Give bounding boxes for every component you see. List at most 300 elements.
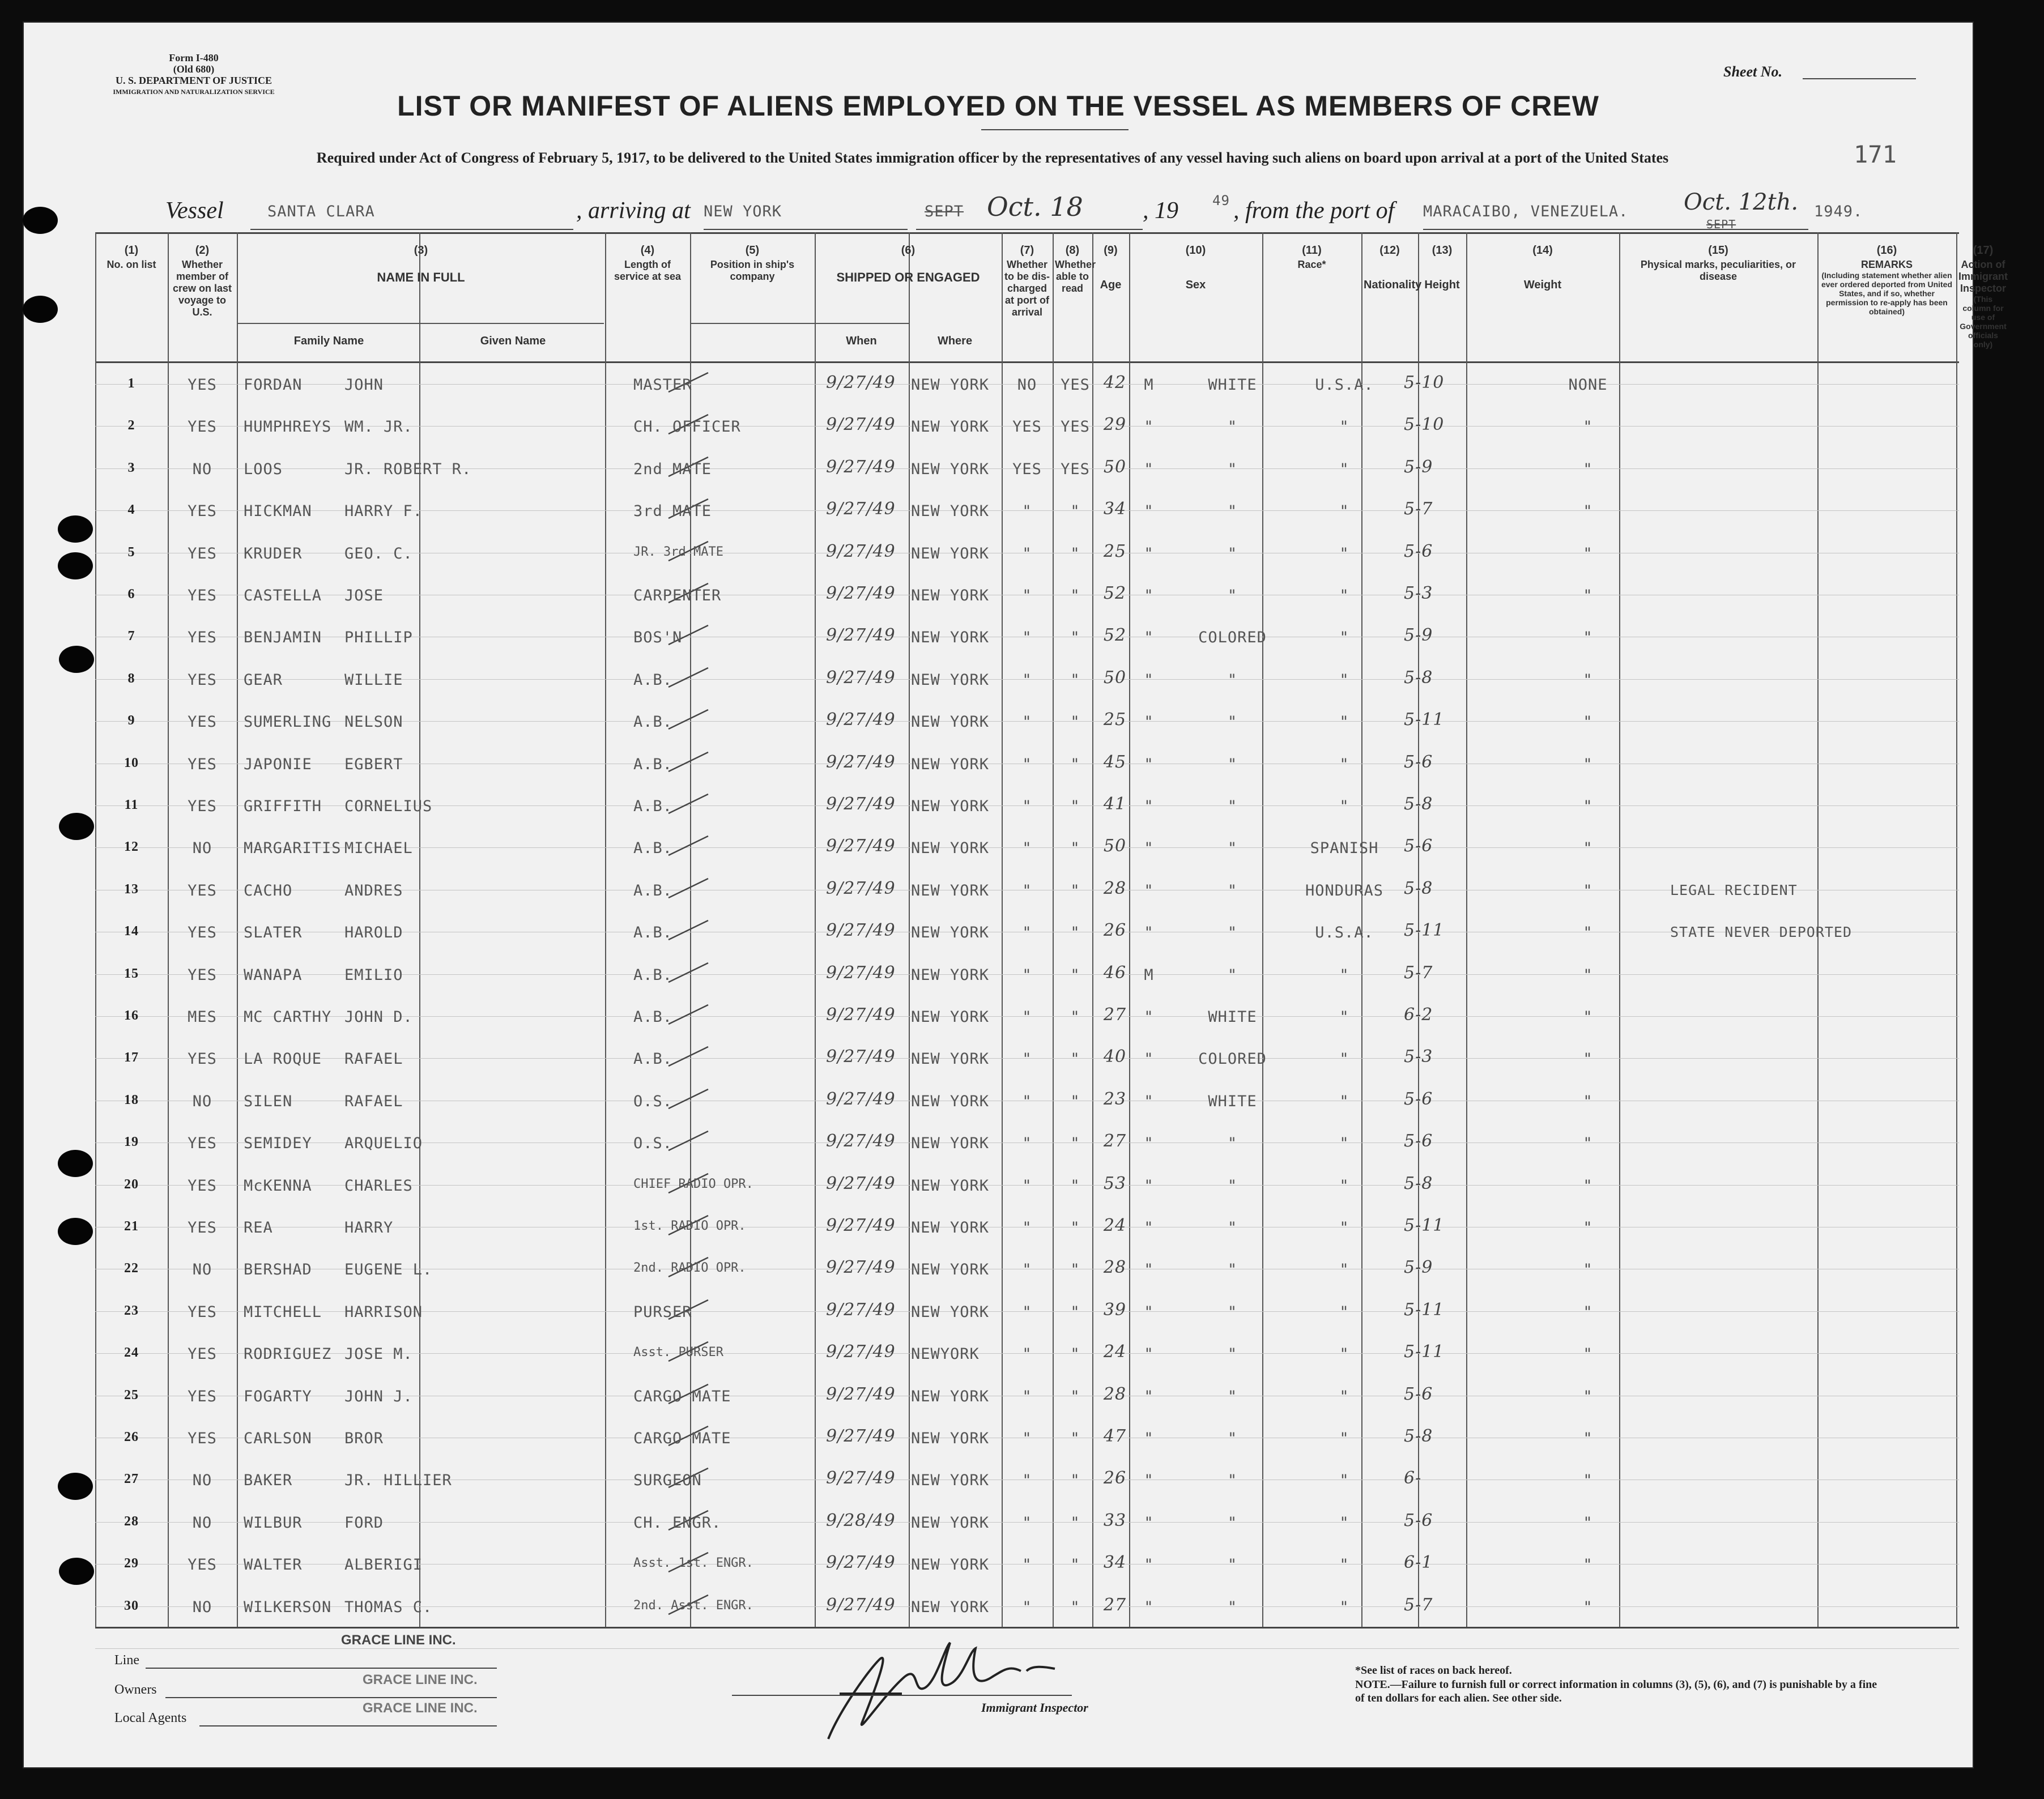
cell-marks: " bbox=[1583, 1050, 1593, 1068]
column-label: Weight bbox=[1523, 279, 1562, 291]
cell-when: 9/27/49 bbox=[826, 1005, 896, 1025]
cell-no: 22 bbox=[124, 1261, 139, 1276]
arriving-port: NEW YORK bbox=[704, 203, 782, 220]
cell-marks: " bbox=[1583, 1430, 1593, 1447]
local-agents-stamp: GRACE LINE INC. bbox=[363, 1700, 478, 1716]
cell-marks: " bbox=[1583, 1261, 1593, 1279]
cell-nationality: " bbox=[1339, 798, 1349, 815]
cell-no: 8 bbox=[127, 671, 135, 686]
column-number: (14) bbox=[1532, 244, 1553, 257]
cell-discharged: " bbox=[1022, 502, 1032, 521]
cell-age: 34 bbox=[1103, 499, 1127, 519]
cell-sex: " bbox=[1144, 1430, 1154, 1447]
column-number: (2) bbox=[195, 244, 210, 257]
races-note: *See list of races on back hereof. bbox=[1355, 1664, 1512, 1677]
column-header-16 bbox=[1820, 245, 1954, 316]
cell-when: 9/27/49 bbox=[826, 878, 896, 898]
crew-manifest-table bbox=[95, 232, 2008, 1627]
column-label: Whether member of crew on last voyage to U.S. bbox=[172, 259, 232, 318]
cell-discharged: YES bbox=[1012, 460, 1042, 478]
cell-when: 9/27/49 bbox=[826, 1342, 896, 1362]
cell-given: HARRY F. bbox=[344, 502, 423, 521]
cell-age: 52 bbox=[1103, 583, 1127, 603]
cell-nationality: " bbox=[1339, 1261, 1349, 1279]
cell-no: 4 bbox=[127, 502, 135, 518]
cell-read: " bbox=[1070, 881, 1080, 900]
cell-height: 5-11 bbox=[1404, 1342, 1445, 1362]
cell-discharged: " bbox=[1022, 671, 1032, 689]
form-old-number: (Old 680) bbox=[173, 63, 215, 75]
cell-marks: " bbox=[1583, 966, 1593, 984]
cell-position: CARGO MATE bbox=[633, 1430, 731, 1447]
cell-age: 53 bbox=[1103, 1173, 1127, 1193]
cell-prev: NO bbox=[192, 1261, 212, 1279]
cell-race: " bbox=[1227, 713, 1238, 731]
cell-sex: " bbox=[1144, 1176, 1154, 1195]
cell-no: 23 bbox=[124, 1303, 139, 1318]
cell-height: 5-9 bbox=[1404, 625, 1433, 646]
cell-height: 5-9 bbox=[1404, 457, 1433, 477]
cell-when: 9/27/49 bbox=[826, 1468, 896, 1489]
table-row bbox=[95, 1082, 1959, 1124]
column-number: (9) bbox=[1104, 244, 1118, 257]
cell-age: 23 bbox=[1103, 1089, 1127, 1109]
cell-family: HICKMAN bbox=[244, 502, 312, 521]
column-note: (Including statement whether alien ever ordered deported from United States, and if so, whether permission to re-apply has been obtained) bbox=[1821, 271, 1953, 316]
cell-race: " bbox=[1227, 1176, 1238, 1195]
cell-where: NEW YORK bbox=[911, 502, 990, 521]
column-label: REMARKS bbox=[1860, 259, 1913, 270]
cell-given: NELSON bbox=[344, 713, 403, 731]
cell-discharged: " bbox=[1022, 629, 1032, 647]
cell-given: PHILLIP bbox=[344, 629, 413, 647]
cell-read: " bbox=[1070, 629, 1080, 647]
cell-position: A.B. bbox=[633, 671, 673, 689]
header-bottom-border bbox=[95, 361, 1959, 363]
cell-nationality: " bbox=[1339, 1303, 1349, 1321]
column-number: (17) bbox=[1973, 244, 1994, 257]
cell-race: " bbox=[1227, 966, 1238, 984]
cell-discharged: " bbox=[1022, 798, 1032, 815]
subheader-rule bbox=[237, 323, 419, 324]
cell-no: 9 bbox=[127, 713, 135, 728]
cell-nationality: " bbox=[1339, 502, 1349, 521]
cell-height: 5-10 bbox=[1404, 373, 1445, 393]
cell-read: " bbox=[1070, 966, 1080, 984]
cell-family: RODRIGUEZ bbox=[244, 1345, 332, 1363]
column-label: No. on list bbox=[107, 259, 156, 270]
cell-given: HAROLD bbox=[344, 924, 403, 942]
cell-age: 52 bbox=[1103, 625, 1127, 646]
cell-where: NEW YORK bbox=[911, 1261, 990, 1279]
punch-hole bbox=[58, 515, 93, 543]
cell-family: WILKERSON bbox=[244, 1598, 332, 1616]
cell-where: NEW YORK bbox=[911, 1008, 990, 1026]
cell-given: EGBERT bbox=[344, 755, 403, 773]
from-port-label: , from the port of bbox=[1233, 198, 1395, 224]
cell-prev: YES bbox=[188, 755, 217, 773]
cell-race: " bbox=[1227, 544, 1238, 562]
cell-given: FORD bbox=[344, 1514, 384, 1532]
cell-position: 2nd. Asst. ENGR. bbox=[633, 1598, 753, 1613]
column-subheader: Given Name bbox=[480, 335, 546, 347]
column-label: Whether able to read bbox=[1055, 259, 1096, 294]
cell-prev: YES bbox=[188, 966, 217, 984]
cell-prev: YES bbox=[188, 418, 217, 436]
cell-read: " bbox=[1070, 798, 1080, 815]
table-row bbox=[95, 1461, 1959, 1503]
cell-read: " bbox=[1070, 1261, 1080, 1279]
cell-family: SEMIDEY bbox=[244, 1135, 312, 1153]
cell-no: 16 bbox=[124, 1008, 139, 1023]
cell-marks: " bbox=[1583, 1008, 1593, 1026]
from-port: MARACAIBO, VENEZUELA. bbox=[1423, 203, 1629, 220]
cell-nationality: " bbox=[1339, 1514, 1349, 1532]
cell-family: KRUDER bbox=[244, 544, 303, 562]
cell-where: NEW YORK bbox=[911, 798, 990, 815]
table-row bbox=[95, 1419, 1959, 1461]
cell-no: 15 bbox=[124, 966, 139, 981]
cell-when: 9/27/49 bbox=[826, 920, 896, 941]
cell-sex: " bbox=[1144, 629, 1154, 647]
cell-no: 26 bbox=[124, 1430, 139, 1444]
cell-sex: " bbox=[1144, 1345, 1154, 1363]
cell-discharged: " bbox=[1022, 1556, 1032, 1574]
cell-family: WALTER bbox=[244, 1556, 303, 1574]
cell-discharged: " bbox=[1022, 1219, 1032, 1237]
cell-position: A.B. bbox=[633, 1008, 673, 1026]
cell-read: " bbox=[1070, 671, 1080, 689]
cell-discharged: " bbox=[1022, 881, 1032, 900]
table-row bbox=[95, 1335, 1959, 1377]
cell-nationality: " bbox=[1339, 418, 1349, 436]
cell-given: JOSE bbox=[344, 587, 384, 604]
cell-when: 9/27/49 bbox=[826, 1426, 896, 1446]
cell-given: JR. ROBERT R. bbox=[344, 460, 472, 478]
arriving-label: , arriving at bbox=[576, 198, 691, 224]
cell-race: " bbox=[1227, 1430, 1238, 1447]
cell-age: 24 bbox=[1103, 1216, 1127, 1235]
cell-no: 24 bbox=[124, 1345, 139, 1361]
cell-nationality: " bbox=[1339, 1430, 1349, 1447]
cell-where: NEW YORK bbox=[911, 1219, 990, 1237]
cell-where: NEW YORK bbox=[911, 755, 990, 773]
cell-family: LOOS bbox=[244, 460, 283, 478]
cell-family: MARGARITIS bbox=[244, 839, 342, 858]
column-label: SHIPPED OR ENGAGED bbox=[836, 270, 980, 284]
cell-discharged: " bbox=[1022, 1345, 1032, 1363]
cell-age: 41 bbox=[1103, 794, 1127, 814]
cell-race: " bbox=[1227, 587, 1238, 604]
table-row bbox=[95, 1293, 1959, 1335]
cell-no: 6 bbox=[127, 587, 135, 602]
owners-label: Owners bbox=[114, 1682, 157, 1697]
cell-marks: " bbox=[1583, 1556, 1593, 1574]
cell-read: " bbox=[1070, 502, 1080, 521]
cell-prev: YES bbox=[188, 376, 217, 394]
cell-position: CARPENTER bbox=[633, 587, 722, 604]
cell-height: 5-8 bbox=[1404, 794, 1433, 814]
column-note: (This column for use of Government officials only) bbox=[1960, 295, 2007, 349]
cell-discharged: " bbox=[1022, 924, 1032, 942]
cell-where: NEW YORK bbox=[911, 629, 990, 647]
arrival-year: 49 bbox=[1212, 193, 1230, 208]
column-number: (7) bbox=[1020, 244, 1034, 257]
line-underline bbox=[146, 1668, 497, 1669]
cell-sex: " bbox=[1144, 713, 1154, 731]
table-row bbox=[95, 1167, 1959, 1209]
cell-height: 5-3 bbox=[1404, 583, 1433, 603]
cell-where: NEW YORK bbox=[911, 671, 990, 689]
cell-height: 5-7 bbox=[1404, 1595, 1433, 1615]
cell-marks: " bbox=[1583, 1135, 1593, 1153]
cell-age: 40 bbox=[1103, 1047, 1127, 1067]
departure-date: Oct. 12th. bbox=[1684, 189, 1799, 215]
column-header-15 bbox=[1621, 245, 1815, 283]
cell-age: 50 bbox=[1103, 457, 1127, 477]
cell-where: NEW YORK bbox=[911, 1472, 990, 1490]
cell-no: 17 bbox=[124, 1050, 139, 1065]
cell-age: 25 bbox=[1103, 710, 1127, 730]
cell-sex: " bbox=[1144, 1261, 1154, 1279]
cell-discharged: " bbox=[1022, 1261, 1032, 1279]
cell-sex: " bbox=[1144, 1092, 1154, 1110]
cell-sex: " bbox=[1144, 798, 1154, 815]
table-row bbox=[95, 1124, 1959, 1166]
punch-hole bbox=[58, 1218, 93, 1245]
cell-height: 6-2 bbox=[1404, 1005, 1433, 1025]
cell-when: 9/27/49 bbox=[826, 710, 896, 730]
cell-family: GRIFFITH bbox=[244, 798, 322, 815]
cell-height: 6-1 bbox=[1404, 1553, 1433, 1573]
cell-no: 7 bbox=[127, 629, 135, 644]
cell-marks: " bbox=[1583, 587, 1593, 604]
cell-prev: YES bbox=[188, 1050, 217, 1068]
owners-underline bbox=[165, 1697, 497, 1698]
cell-read: " bbox=[1070, 1387, 1080, 1405]
table-row bbox=[95, 619, 1959, 660]
cell-prev: NO bbox=[192, 1598, 212, 1616]
column-number: (12) bbox=[1379, 244, 1400, 257]
cell-remarks: LEGAL RECIDENT bbox=[1670, 881, 1798, 898]
cell-sex: " bbox=[1144, 587, 1154, 604]
cell-position: A.B. bbox=[633, 1050, 673, 1068]
cell-age: 39 bbox=[1103, 1299, 1127, 1320]
column-number: (15) bbox=[1708, 244, 1728, 257]
cell-nationality: HONDURAS bbox=[1305, 881, 1384, 900]
cell-when: 9/27/49 bbox=[826, 1047, 896, 1067]
cell-marks: " bbox=[1583, 755, 1593, 773]
cell-given: GEO. C. bbox=[344, 544, 413, 562]
cell-family: GEAR bbox=[244, 671, 283, 689]
year-label: , 19 bbox=[1143, 198, 1178, 224]
cell-marks: " bbox=[1583, 671, 1593, 689]
cell-sex: M bbox=[1144, 966, 1154, 984]
cell-given: HARRY bbox=[344, 1219, 394, 1237]
cell-prev: YES bbox=[188, 881, 217, 900]
cell-marks: " bbox=[1583, 460, 1593, 478]
cell-height: 5-6 bbox=[1404, 541, 1433, 561]
cell-prev: YES bbox=[188, 1387, 217, 1405]
cell-discharged: " bbox=[1022, 713, 1032, 731]
cell-family: HUMPHREYS bbox=[244, 418, 332, 436]
column-label: Sex bbox=[1185, 279, 1206, 291]
cell-when: 9/27/49 bbox=[826, 541, 896, 561]
column-number: (5) bbox=[745, 244, 760, 257]
punch-hole bbox=[58, 552, 93, 579]
cell-discharged: " bbox=[1022, 1050, 1032, 1068]
cell-no: 20 bbox=[124, 1176, 139, 1192]
cell-given: JOHN bbox=[344, 376, 384, 394]
cell-height: 5-6 bbox=[1404, 1089, 1433, 1109]
departure-year: 1949. bbox=[1814, 203, 1863, 220]
cell-no: 5 bbox=[127, 544, 135, 560]
cell-discharged: " bbox=[1022, 1008, 1032, 1026]
cell-no: 18 bbox=[124, 1092, 139, 1107]
cell-no: 28 bbox=[124, 1514, 139, 1529]
cell-race: " bbox=[1227, 924, 1238, 942]
column-header-1 bbox=[97, 245, 165, 271]
cell-position: CH. OFFICER bbox=[633, 418, 741, 436]
cell-given: EMILIO bbox=[344, 966, 403, 984]
cell-discharged: " bbox=[1022, 1176, 1032, 1195]
cell-age: 34 bbox=[1103, 1553, 1127, 1573]
cell-age: 28 bbox=[1103, 878, 1127, 898]
cell-marks: " bbox=[1583, 418, 1593, 436]
cell-family: JAPONIE bbox=[244, 755, 312, 773]
column-number: (4) bbox=[640, 244, 655, 257]
cell-race: WHITE bbox=[1208, 376, 1257, 394]
cell-where: NEW YORK bbox=[911, 1135, 990, 1153]
cell-prev: YES bbox=[188, 1135, 217, 1153]
punch-hole bbox=[59, 646, 94, 673]
cell-given: EUGENE L. bbox=[344, 1261, 433, 1279]
cell-when: 9/27/49 bbox=[826, 499, 896, 519]
cell-no: 3 bbox=[127, 460, 135, 475]
cell-no: 1 bbox=[127, 376, 135, 391]
cell-nationality: " bbox=[1339, 1387, 1349, 1405]
table-top-border bbox=[95, 232, 1959, 234]
cell-marks: " bbox=[1583, 1598, 1593, 1616]
cell-read: " bbox=[1070, 1050, 1080, 1068]
inspector-label: Immigrant Inspector bbox=[981, 1700, 1088, 1715]
column-label: Whether to be dis-charged at port of arrival bbox=[1004, 259, 1050, 318]
cell-prev: YES bbox=[188, 1556, 217, 1574]
cell-nationality: U.S.A. bbox=[1315, 376, 1374, 394]
cell-height: 5-6 bbox=[1404, 836, 1433, 856]
cell-family: MC CARTHY bbox=[244, 1008, 332, 1026]
cell-marks: " bbox=[1583, 713, 1593, 731]
cell-marks: " bbox=[1583, 1219, 1593, 1237]
cell-nationality: " bbox=[1339, 966, 1349, 984]
cell-prev: NO bbox=[192, 839, 212, 858]
department-name: U. S. DEPARTMENT OF JUSTICE bbox=[115, 75, 272, 86]
cell-nationality: " bbox=[1339, 1176, 1349, 1195]
cell-where: NEW YORK bbox=[911, 924, 990, 942]
cell-nationality: " bbox=[1339, 460, 1349, 478]
cell-when: 9/27/49 bbox=[826, 1595, 896, 1615]
cell-given: THOMAS C. bbox=[344, 1598, 433, 1616]
cell-family: CACHO bbox=[244, 881, 293, 900]
cell-when: 9/27/49 bbox=[826, 1384, 896, 1404]
cell-read: " bbox=[1070, 839, 1080, 858]
cell-given: CHARLES bbox=[344, 1176, 413, 1195]
table-row bbox=[95, 492, 1959, 534]
cell-given: ARQUELIO bbox=[344, 1135, 423, 1153]
cell-read: " bbox=[1070, 713, 1080, 731]
cell-nationality: " bbox=[1339, 1135, 1349, 1153]
cell-read: YES bbox=[1061, 460, 1090, 478]
cell-prev: YES bbox=[188, 587, 217, 604]
sheet-number: 171 bbox=[1854, 140, 1897, 168]
table-row bbox=[95, 1251, 1959, 1293]
cell-sex: " bbox=[1144, 1472, 1154, 1490]
column-number: (11) bbox=[1302, 244, 1322, 257]
table-row bbox=[95, 1588, 1959, 1630]
cell-nationality: " bbox=[1339, 755, 1349, 773]
owners-stamp: GRACE LINE INC. bbox=[363, 1672, 478, 1687]
cell-sex: " bbox=[1144, 924, 1154, 942]
column-label: Length of service at sea bbox=[614, 259, 682, 282]
cell-given: JR. HILLIER bbox=[344, 1472, 452, 1490]
cell-when: 9/27/49 bbox=[826, 583, 896, 603]
cell-position: JR. 3rd MATE bbox=[633, 544, 723, 559]
cell-position: MASTER bbox=[633, 376, 692, 394]
cell-where: NEW YORK bbox=[911, 966, 990, 984]
table-row bbox=[95, 577, 1959, 619]
cell-given: RAFAEL bbox=[344, 1050, 403, 1068]
cell-family: SLATER bbox=[244, 924, 303, 942]
cell-family: SUMERLING bbox=[244, 713, 332, 731]
cell-marks: " bbox=[1583, 1345, 1593, 1363]
cell-given: WILLIE bbox=[344, 671, 403, 689]
cell-height: 5-6 bbox=[1404, 752, 1433, 772]
cell-position: Asst. PURSER bbox=[633, 1345, 723, 1360]
punch-hole bbox=[58, 1473, 93, 1500]
cell-read: " bbox=[1070, 1598, 1080, 1616]
cell-height: 5-6 bbox=[1404, 1384, 1433, 1404]
cell-race: " bbox=[1227, 881, 1238, 900]
cell-height: 5-3 bbox=[1404, 1047, 1433, 1067]
column-label: Height bbox=[1424, 279, 1460, 291]
column-header-12 bbox=[1364, 244, 1422, 291]
cell-height: 5-7 bbox=[1404, 962, 1433, 983]
cell-when: 9/27/49 bbox=[826, 962, 896, 983]
cell-where: NEW YORK bbox=[911, 1303, 990, 1321]
cell-race: " bbox=[1227, 1261, 1238, 1279]
table-row bbox=[95, 914, 1959, 956]
title-divider bbox=[981, 129, 1129, 130]
table-row bbox=[95, 450, 1959, 492]
table-row bbox=[95, 535, 1959, 577]
cell-when: 9/27/49 bbox=[826, 457, 896, 477]
cell-position: CH. ENGR. bbox=[633, 1514, 722, 1532]
cell-given: RAFAEL bbox=[344, 1092, 403, 1110]
cell-given: ALBERIGI bbox=[344, 1556, 423, 1574]
cell-height: 5-10 bbox=[1404, 415, 1445, 435]
cell-family: FOGARTY bbox=[244, 1387, 312, 1405]
cell-family: BERSHAD bbox=[244, 1261, 312, 1279]
cell-position: 2nd MATE bbox=[633, 460, 712, 478]
cell-sex: " bbox=[1144, 1303, 1154, 1321]
cell-marks: " bbox=[1583, 1387, 1593, 1405]
cell-prev: YES bbox=[188, 924, 217, 942]
cell-position: A.B. bbox=[633, 713, 673, 731]
cell-no: 2 bbox=[127, 418, 135, 433]
arrival-date: Oct. 18 bbox=[987, 191, 1083, 222]
cell-no: 10 bbox=[124, 755, 139, 770]
cell-where: NEW YORK bbox=[911, 713, 990, 731]
